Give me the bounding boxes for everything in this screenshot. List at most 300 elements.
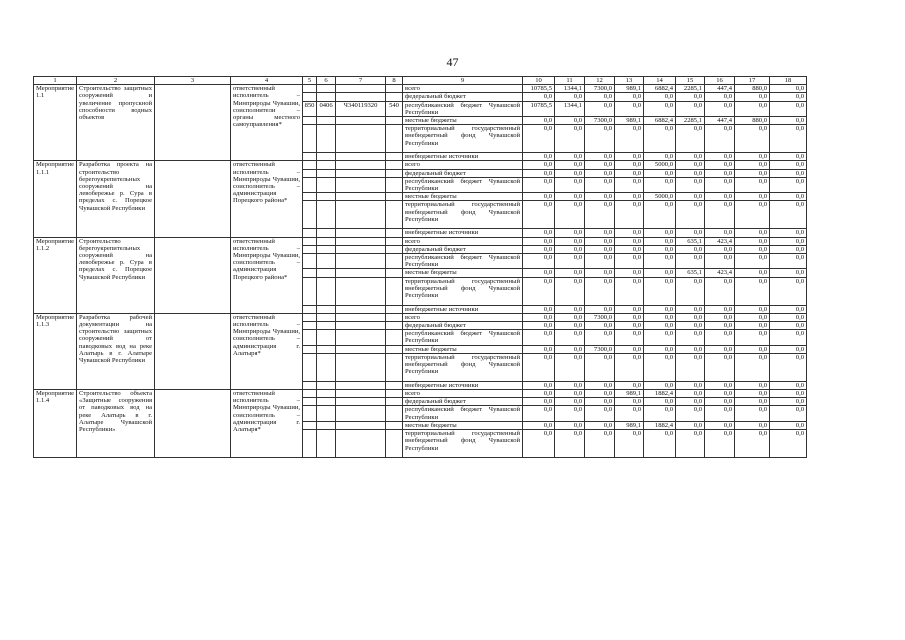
year-value: 0,0 <box>585 177 615 192</box>
table-row <box>34 85 807 93</box>
year-value: 0,0 <box>615 353 644 381</box>
column-number: 11 <box>555 77 585 85</box>
funding-source: республиканский бюджет Чувашской Республики <box>403 101 523 116</box>
year-value: 0,0 <box>735 177 770 192</box>
year-value: 0,0 <box>705 345 735 353</box>
year-value: 0,0 <box>770 313 807 321</box>
year-value: 0,0 <box>770 330 807 345</box>
year-value: 0,0 <box>705 254 735 269</box>
table-row <box>34 390 807 398</box>
year-value: 0,0 <box>735 245 770 253</box>
section-code <box>317 237 336 245</box>
column-number: 12 <box>585 77 615 85</box>
year-value: 0,0 <box>555 117 585 125</box>
expense-type-code <box>386 353 403 381</box>
funding-source: местные бюджеты <box>403 193 523 201</box>
year-value: 0,0 <box>555 153 585 161</box>
year-value: 0,0 <box>585 125 615 153</box>
year-value: 0,0 <box>644 322 676 330</box>
year-value: 2285,1 <box>676 85 705 93</box>
year-value: 0,0 <box>735 381 770 389</box>
column-number: 1 <box>34 77 77 85</box>
year-value: 0,0 <box>735 237 770 245</box>
year-value: 0,0 <box>555 254 585 269</box>
year-value: 0,0 <box>705 305 735 313</box>
year-value: 0,0 <box>644 398 676 406</box>
year-value: 0,0 <box>676 201 705 229</box>
target-article-code <box>336 421 386 429</box>
grbs-code <box>303 177 317 192</box>
year-value: 0,0 <box>523 269 555 277</box>
year-value: 0,0 <box>644 177 676 192</box>
column-number: 14 <box>644 77 676 85</box>
year-value: 0,0 <box>676 245 705 253</box>
year-value: 423,4 <box>705 237 735 245</box>
expense-type-code <box>386 201 403 229</box>
year-value: 0,0 <box>615 398 644 406</box>
year-value: 0,0 <box>770 117 807 125</box>
year-value: 0,0 <box>585 93 615 101</box>
year-value: 0,0 <box>644 345 676 353</box>
expense-type-code <box>386 390 403 398</box>
expense-type-code <box>386 169 403 177</box>
target-article-code <box>336 229 386 237</box>
measure-name: Разработка рабочей документации на строительство защитных сооружений от паводковых вод на реке Алатырь в г. Алатыре Чувашской Республики <box>77 313 155 389</box>
year-value: 6882,4 <box>644 85 676 93</box>
year-value: 0,0 <box>735 169 770 177</box>
year-value: 10785,5 <box>523 85 555 93</box>
expense-type-code <box>386 161 403 169</box>
year-value: 0,0 <box>523 277 555 305</box>
column-number: 16 <box>705 77 735 85</box>
year-value: 0,0 <box>555 345 585 353</box>
year-value: 0,0 <box>676 345 705 353</box>
year-value: 0,0 <box>770 125 807 153</box>
year-value: 0,0 <box>770 101 807 116</box>
section-code <box>317 177 336 192</box>
section-code <box>317 254 336 269</box>
year-value: 0,0 <box>585 201 615 229</box>
year-value: 0,0 <box>770 237 807 245</box>
grbs-code <box>303 313 317 321</box>
year-value: 0,0 <box>615 345 644 353</box>
year-value: 0,0 <box>770 345 807 353</box>
target-article-code <box>336 117 386 125</box>
year-value: 0,0 <box>523 305 555 313</box>
year-value: 0,0 <box>523 125 555 153</box>
year-value: 0,0 <box>555 93 585 101</box>
year-value: 0,0 <box>644 245 676 253</box>
funding-source: федеральный бюджет <box>403 169 523 177</box>
year-value: 989,1 <box>615 85 644 93</box>
year-value: 0,0 <box>523 345 555 353</box>
year-value: 0,0 <box>676 330 705 345</box>
target-article-code <box>336 353 386 381</box>
grbs-code <box>303 85 317 93</box>
year-value: 0,0 <box>523 313 555 321</box>
year-value: 0,0 <box>705 406 735 421</box>
expense-type-code <box>386 193 403 201</box>
year-value: 0,0 <box>770 353 807 381</box>
year-value: 880,0 <box>735 117 770 125</box>
year-value: 0,0 <box>770 193 807 201</box>
year-value: 0,0 <box>644 406 676 421</box>
target-article-code <box>336 406 386 421</box>
year-value: 0,0 <box>615 125 644 153</box>
year-value: 0,0 <box>705 322 735 330</box>
year-value: 0,0 <box>644 93 676 101</box>
year-value: 0,0 <box>676 153 705 161</box>
expense-type-code <box>386 277 403 305</box>
year-value: 5000,0 <box>644 193 676 201</box>
measure-executor: ответственный исполнитель – Минприроды Чувашии, соисполнитель – администрация Порецкого района* <box>231 161 303 237</box>
year-value: 0,0 <box>770 430 807 458</box>
target-article-code <box>336 269 386 277</box>
year-value: 0,0 <box>770 277 807 305</box>
funding-source: местные бюджеты <box>403 269 523 277</box>
year-value: 0,0 <box>555 161 585 169</box>
year-value: 0,0 <box>735 101 770 116</box>
grbs-code <box>303 305 317 313</box>
year-value: 0,0 <box>770 381 807 389</box>
section-code <box>317 85 336 93</box>
year-value: 0,0 <box>676 322 705 330</box>
year-value: 0,0 <box>644 313 676 321</box>
measure-id: Мероприятие 1.1.3 <box>34 313 77 389</box>
year-value: 0,0 <box>676 125 705 153</box>
year-value: 0,0 <box>770 201 807 229</box>
year-value: 0,0 <box>585 169 615 177</box>
target-article-code <box>336 245 386 253</box>
grbs-code <box>303 353 317 381</box>
measure-name: Строительство защитных сооружений и увеличение пропускной способности водных объектов <box>77 85 155 161</box>
year-value: 0,0 <box>523 229 555 237</box>
measure-name: Разработка проекта на строительство берегоукрепительных сооружений на левобережье р. Сура в пределах с. Порецкое Чувашской Республики <box>77 161 155 237</box>
year-value: 0,0 <box>770 245 807 253</box>
year-value: 880,0 <box>735 85 770 93</box>
year-value: 0,0 <box>735 153 770 161</box>
year-value: 0,0 <box>555 305 585 313</box>
year-value: 0,0 <box>585 305 615 313</box>
year-value: 0,0 <box>735 421 770 429</box>
year-value: 0,0 <box>770 153 807 161</box>
grbs-code <box>303 193 317 201</box>
funding-source: территориальный государственный внебюджетный фонд Чувашской Республики <box>403 201 523 229</box>
target-article-code <box>336 430 386 458</box>
target-article-code <box>336 277 386 305</box>
year-value: 10785,5 <box>523 101 555 116</box>
section-code <box>317 430 336 458</box>
year-value: 0,0 <box>585 237 615 245</box>
column-number: 7 <box>336 77 386 85</box>
target-article-code <box>336 125 386 153</box>
expense-type-code <box>386 313 403 321</box>
grbs-code <box>303 381 317 389</box>
year-value: 0,0 <box>676 177 705 192</box>
expense-type-code <box>386 322 403 330</box>
year-value: 7300,0 <box>585 117 615 125</box>
year-value: 0,0 <box>555 430 585 458</box>
year-value: 0,0 <box>615 237 644 245</box>
expense-type-code <box>386 421 403 429</box>
year-value: 0,0 <box>735 229 770 237</box>
grbs-code <box>303 277 317 305</box>
target-article-code <box>336 201 386 229</box>
section-code <box>317 229 336 237</box>
year-value: 0,0 <box>615 269 644 277</box>
target-article-code <box>336 177 386 192</box>
year-value: 0,0 <box>615 153 644 161</box>
grbs-code <box>303 93 317 101</box>
year-value: 0,0 <box>523 169 555 177</box>
funding-source: внебюджетные источники <box>403 381 523 389</box>
year-value: 0,0 <box>676 305 705 313</box>
grbs-code <box>303 269 317 277</box>
expense-type-code <box>386 125 403 153</box>
expense-type-code: 540 <box>386 101 403 116</box>
year-value: 0,0 <box>770 406 807 421</box>
grbs-code <box>303 390 317 398</box>
year-value: 0,0 <box>644 269 676 277</box>
year-value: 0,0 <box>676 313 705 321</box>
measure-id: Мероприятие 1.1 <box>34 85 77 161</box>
year-value: 0,0 <box>523 406 555 421</box>
budget-table <box>33 76 807 458</box>
year-value: 0,0 <box>770 390 807 398</box>
section-code <box>317 93 336 101</box>
year-value: 0,0 <box>615 201 644 229</box>
target-article-code <box>336 330 386 345</box>
target-article-code: Ч340119320 <box>336 101 386 116</box>
grbs-code <box>303 430 317 458</box>
target-article-code <box>336 345 386 353</box>
year-value: 0,0 <box>705 125 735 153</box>
measure-id: Мероприятие 1.1.4 <box>34 390 77 458</box>
funding-source: республиканский бюджет Чувашской Республики <box>403 406 523 421</box>
year-value: 0,0 <box>555 330 585 345</box>
grbs-code <box>303 169 317 177</box>
year-value: 0,0 <box>555 381 585 389</box>
column-number: 13 <box>615 77 644 85</box>
section-code <box>317 117 336 125</box>
year-value: 0,0 <box>555 421 585 429</box>
year-value: 0,0 <box>676 421 705 429</box>
expense-type-code <box>386 153 403 161</box>
funding-source: республиканский бюджет Чувашской Республики <box>403 330 523 345</box>
grbs-code <box>303 345 317 353</box>
target-article-code <box>336 390 386 398</box>
year-value: 0,0 <box>644 101 676 116</box>
section-code <box>317 125 336 153</box>
target-article-code <box>336 193 386 201</box>
year-value: 0,0 <box>523 161 555 169</box>
year-value: 0,0 <box>735 161 770 169</box>
section-code <box>317 406 336 421</box>
year-value: 0,0 <box>735 305 770 313</box>
year-value: 0,0 <box>676 353 705 381</box>
expense-type-code <box>386 345 403 353</box>
year-value: 0,0 <box>585 421 615 429</box>
expense-type-code <box>386 406 403 421</box>
section-code <box>317 277 336 305</box>
year-value: 0,0 <box>615 254 644 269</box>
year-value: 0,0 <box>555 229 585 237</box>
funding-source: внебюджетные источники <box>403 229 523 237</box>
year-value: 0,0 <box>555 390 585 398</box>
year-value: 0,0 <box>615 169 644 177</box>
year-value: 0,0 <box>705 161 735 169</box>
year-value: 989,1 <box>615 117 644 125</box>
year-value: 0,0 <box>555 398 585 406</box>
expense-type-code <box>386 398 403 406</box>
year-value: 0,0 <box>523 353 555 381</box>
year-value: 0,0 <box>735 277 770 305</box>
section-code <box>317 245 336 253</box>
year-value: 0,0 <box>770 229 807 237</box>
year-value: 0,0 <box>735 353 770 381</box>
expense-type-code <box>386 229 403 237</box>
year-value: 0,0 <box>735 345 770 353</box>
expense-type-code <box>386 85 403 93</box>
year-value: 0,0 <box>585 430 615 458</box>
column-number: 15 <box>676 77 705 85</box>
funding-source: территориальный государственный внебюджетный фонд Чувашской Республики <box>403 277 523 305</box>
grbs-code <box>303 322 317 330</box>
year-value: 0,0 <box>555 201 585 229</box>
expense-type-code <box>386 330 403 345</box>
measure-executor: ответственный исполнитель – Минприроды Чувашии, соисполнитель – администрация г. Алатыря* <box>231 390 303 458</box>
year-value: 0,0 <box>585 406 615 421</box>
measure-goal-cell <box>155 161 231 237</box>
grbs-code <box>303 245 317 253</box>
year-value: 0,0 <box>676 193 705 201</box>
funding-source: федеральный бюджет <box>403 93 523 101</box>
year-value: 0,0 <box>770 169 807 177</box>
grbs-code <box>303 237 317 245</box>
year-value: 0,0 <box>705 177 735 192</box>
year-value: 0,0 <box>523 421 555 429</box>
section-code <box>317 201 336 229</box>
year-value: 0,0 <box>705 153 735 161</box>
measure-goal-cell <box>155 85 231 161</box>
year-value: 0,0 <box>676 277 705 305</box>
expense-type-code <box>386 177 403 192</box>
funding-source: местные бюджеты <box>403 421 523 429</box>
section-code <box>317 390 336 398</box>
measure-id: Мероприятие 1.1.2 <box>34 237 77 313</box>
year-value: 1344,1 <box>555 101 585 116</box>
measure-name: Строительство берегоукрепительных сооружений на левобережье р. Сура в пределах с. Порецкое Чувашской Республики <box>77 237 155 313</box>
year-value: 0,0 <box>615 430 644 458</box>
year-value: 0,0 <box>676 381 705 389</box>
funding-source: местные бюджеты <box>403 345 523 353</box>
funding-source: всего <box>403 390 523 398</box>
grbs-code <box>303 406 317 421</box>
year-value: 2285,1 <box>676 117 705 125</box>
year-value: 0,0 <box>770 254 807 269</box>
year-value: 0,0 <box>555 125 585 153</box>
year-value: 0,0 <box>615 305 644 313</box>
funding-source: внебюджетные источники <box>403 153 523 161</box>
expense-type-code <box>386 430 403 458</box>
section-code <box>317 421 336 429</box>
year-value: 0,0 <box>523 381 555 389</box>
year-value: 0,0 <box>585 229 615 237</box>
section-code <box>317 353 336 381</box>
year-value: 0,0 <box>523 117 555 125</box>
year-value: 0,0 <box>585 390 615 398</box>
year-value: 0,0 <box>705 381 735 389</box>
expense-type-code <box>386 381 403 389</box>
year-value: 423,4 <box>705 269 735 277</box>
year-value: 0,0 <box>676 254 705 269</box>
year-value: 0,0 <box>676 430 705 458</box>
year-value: 0,0 <box>615 93 644 101</box>
year-value: 0,0 <box>705 101 735 116</box>
column-number: 18 <box>770 77 807 85</box>
year-value: 0,0 <box>555 353 585 381</box>
year-value: 0,0 <box>735 201 770 229</box>
target-article-code <box>336 237 386 245</box>
year-value: 0,0 <box>585 353 615 381</box>
year-value: 0,0 <box>735 313 770 321</box>
year-value: 0,0 <box>555 245 585 253</box>
year-value: 0,0 <box>585 161 615 169</box>
year-value: 0,0 <box>705 229 735 237</box>
target-article-code <box>336 254 386 269</box>
measure-id: Мероприятие 1.1.1 <box>34 161 77 237</box>
grbs-code <box>303 201 317 229</box>
year-value: 0,0 <box>523 153 555 161</box>
year-value: 0,0 <box>555 322 585 330</box>
target-article-code <box>336 85 386 93</box>
page-number: 47 <box>446 55 459 69</box>
expense-type-code <box>386 245 403 253</box>
year-value: 447,4 <box>705 85 735 93</box>
year-value: 0,0 <box>615 193 644 201</box>
expense-type-code <box>386 254 403 269</box>
column-number: 8 <box>386 77 403 85</box>
expense-type-code <box>386 237 403 245</box>
target-article-code <box>336 169 386 177</box>
year-value: 0,0 <box>585 153 615 161</box>
measure-goal-cell <box>155 390 231 458</box>
year-value: 0,0 <box>523 201 555 229</box>
section-code <box>317 381 336 389</box>
target-article-code <box>336 93 386 101</box>
year-value: 0,0 <box>523 330 555 345</box>
expense-type-code <box>386 93 403 101</box>
year-value: 0,0 <box>770 398 807 406</box>
year-value: 0,0 <box>523 237 555 245</box>
year-value: 0,0 <box>705 277 735 305</box>
grbs-code <box>303 229 317 237</box>
year-value: 7300,0 <box>585 345 615 353</box>
year-value: 0,0 <box>644 353 676 381</box>
table-row <box>34 237 807 245</box>
grbs-code <box>303 153 317 161</box>
year-value: 0,0 <box>615 322 644 330</box>
column-number: 17 <box>735 77 770 85</box>
year-value: 0,0 <box>705 398 735 406</box>
year-value: 0,0 <box>585 381 615 389</box>
year-value: 0,0 <box>615 277 644 305</box>
year-value: 0,0 <box>523 390 555 398</box>
grbs-code: 850 <box>303 101 317 116</box>
year-value: 0,0 <box>705 93 735 101</box>
year-value: 0,0 <box>644 229 676 237</box>
expense-type-code <box>386 269 403 277</box>
